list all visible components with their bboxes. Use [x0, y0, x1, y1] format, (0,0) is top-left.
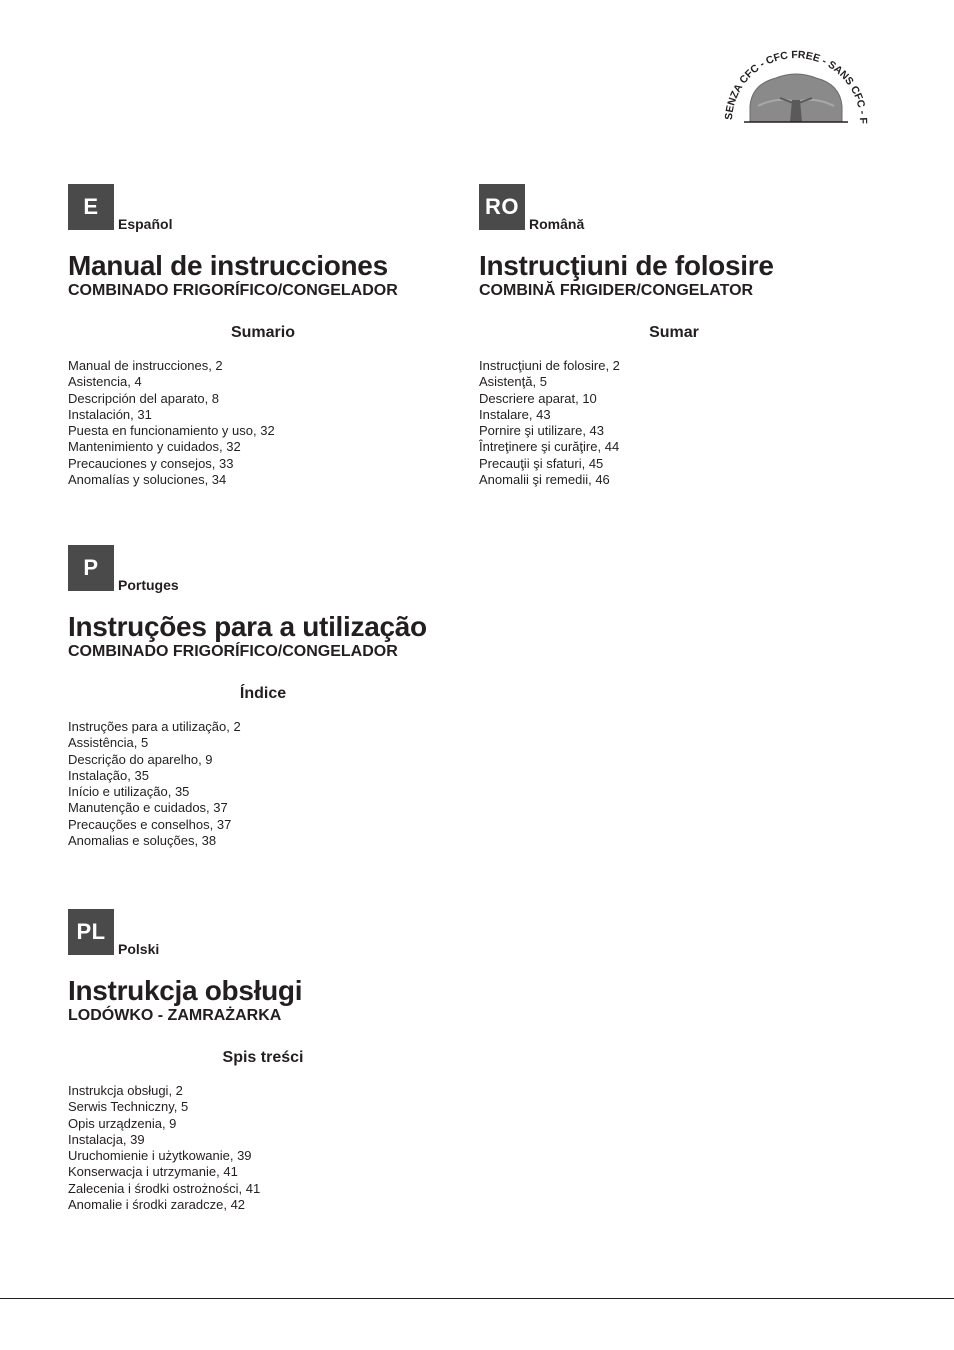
manual-subtitle: COMBINADO FRIGORÍFICO/CONGELADOR	[68, 282, 398, 299]
manual-title: Instrucţiuni de folosire	[479, 250, 774, 281]
toc-item: Instalare, 43	[479, 406, 551, 422]
toc-item: Anomalías y soluciones, 34	[68, 472, 227, 488]
toc-item: Manutenção e cuidados, 37	[68, 800, 228, 816]
manual-subtitle: COMBINADO FRIGORÍFICO/CONGELADOR	[68, 643, 398, 660]
language-code-badge: RO	[479, 184, 525, 230]
table-of-contents	[68, 719, 468, 849]
toc-heading: Sumar	[649, 324, 699, 341]
language-name: Portuges	[118, 577, 179, 593]
toc-item: Întreţinere şi curăţire, 44	[479, 439, 620, 455]
language-name: Română	[529, 216, 585, 232]
toc-item: Anomalii şi remedii, 46	[479, 472, 610, 488]
language-header	[479, 184, 879, 230]
toc-item: Asistenţă, 5	[479, 374, 547, 390]
toc-item: Precauções e conselhos, 37	[68, 816, 232, 832]
toc-item: Puesta en funcionamiento y uso, 32	[68, 423, 275, 439]
section-espanol	[68, 184, 468, 488]
toc-heading: Índice	[239, 685, 287, 702]
language-code-badge: E	[68, 184, 114, 230]
toc-item: Instrukcja obsługi, 2	[68, 1083, 183, 1098]
toc-heading: Sumario	[230, 324, 295, 341]
language-header	[68, 909, 468, 955]
manual-title: Instruções para a utilização	[68, 611, 427, 642]
toc-item: Descrição do aparelho, 9	[68, 751, 213, 767]
toc-item: Mantenimiento y cuidados, 32	[68, 439, 241, 455]
footer-divider	[0, 1298, 954, 1299]
toc-item: Descripción del aparato, 8	[68, 390, 220, 406]
cfc-free-logo	[718, 40, 874, 130]
toc-item: Precauciones y consejos, 33	[68, 455, 234, 471]
manual-title: Manual de instrucciones	[68, 250, 388, 281]
manual-subtitle: LODÓWKO - ZAMRAŻARKA	[68, 1007, 282, 1024]
toc-item: Anomalie i środki zaradcze, 42	[68, 1197, 246, 1213]
toc-item: Asistencia, 4	[68, 374, 142, 390]
toc-item: Manual de instrucciones, 2	[68, 358, 223, 373]
toc-item: Instalação, 35	[68, 767, 149, 783]
toc-item: Assistência, 5	[68, 735, 149, 751]
toc-item: Uruchomienie i użytkowanie, 39	[68, 1148, 252, 1164]
manual-subtitle: COMBINĂ FRIGIDER/CONGELATOR	[479, 282, 754, 299]
language-header	[68, 184, 468, 230]
cfc-free-tree-logo-icon	[718, 40, 874, 130]
toc-item: Instrucţiuni de folosire, 2	[479, 358, 620, 373]
language-name: Polski	[118, 941, 160, 957]
section-polski	[68, 909, 468, 1213]
toc-item: Instalacja, 39	[68, 1131, 145, 1147]
toc-item: Konserwacja i utrzymanie, 41	[68, 1164, 238, 1180]
toc-heading: Spis treści	[222, 1049, 304, 1066]
toc-item: Descriere aparat, 10	[479, 390, 597, 406]
section-romana	[479, 184, 879, 488]
language-code-badge: P	[68, 545, 114, 591]
toc-item: Zalecenia i środki ostrożności, 41	[68, 1180, 261, 1196]
toc-item: Precauţii şi sfaturi, 45	[479, 455, 604, 471]
language-header	[68, 545, 468, 591]
table-of-contents	[479, 358, 879, 488]
table-of-contents	[68, 358, 468, 488]
toc-item: Início e utilização, 35	[68, 784, 190, 800]
toc-item: Instruções para a utilização, 2	[68, 719, 241, 734]
toc-item: Pornire şi utilizare, 43	[479, 423, 604, 439]
cfc-free-arc-text: SENZA CFC - CFC FREE - SANS CFC - F	[722, 48, 870, 124]
table-of-contents	[68, 1083, 468, 1213]
toc-item: Instalación, 31	[68, 406, 152, 422]
toc-item: Serwis Techniczny, 5	[68, 1099, 189, 1115]
section-portugues	[68, 545, 468, 849]
toc-item: Opis urządzenia, 9	[68, 1115, 177, 1131]
language-name: Español	[118, 216, 173, 232]
language-code-badge: PL	[68, 909, 114, 955]
manual-title: Instrukcja obsługi	[68, 975, 303, 1006]
toc-item: Anomalias e soluções, 38	[68, 833, 217, 849]
